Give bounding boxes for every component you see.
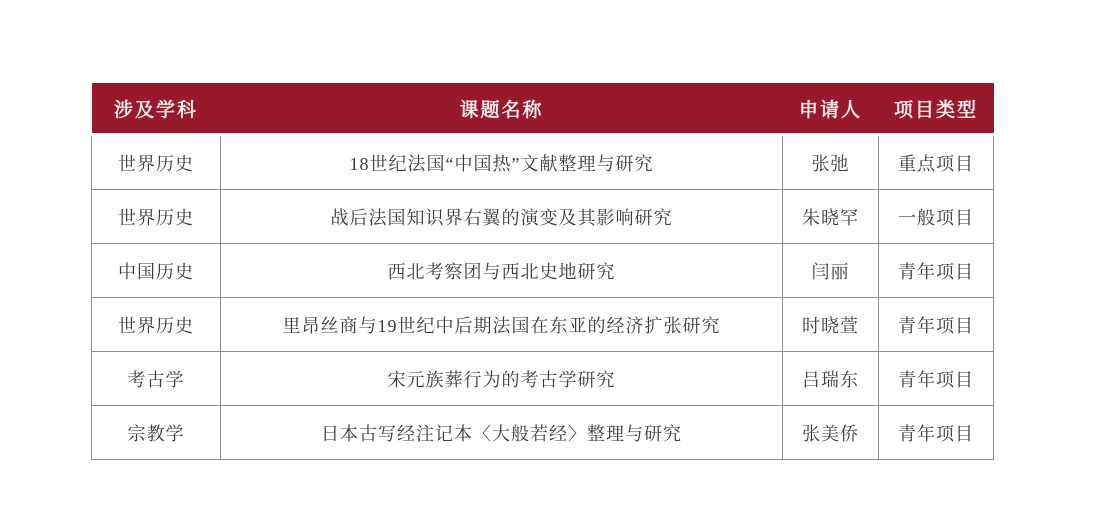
column-header-subject: 涉及学科 xyxy=(92,83,221,135)
table-row xyxy=(92,190,994,244)
table-row xyxy=(92,406,994,460)
research-projects-table xyxy=(91,83,994,460)
table-row xyxy=(92,352,994,406)
column-header-title: 课题名称 xyxy=(221,83,783,135)
cell-applicant: 朱晓罕 xyxy=(783,190,879,244)
cell-type: 青年项目 xyxy=(879,406,994,460)
cell-applicant: 时晓萱 xyxy=(783,298,879,352)
cell-applicant: 吕瑞东 xyxy=(783,352,879,406)
cell-applicant: 张弛 xyxy=(783,135,879,190)
cell-applicant: 闫丽 xyxy=(783,244,879,298)
cell-title: 里昂丝商与19世纪中后期法国在东亚的经济扩张研究 xyxy=(221,298,783,352)
cell-subject: 世界历史 xyxy=(92,298,221,352)
cell-title: 战后法国知识界右翼的演变及其影响研究 xyxy=(221,190,783,244)
projects-table xyxy=(91,83,993,460)
cell-title: 18世纪法国“中国热”文献整理与研究 xyxy=(221,135,783,190)
cell-title: 西北考察团与西北史地研究 xyxy=(221,244,783,298)
cell-subject: 世界历史 xyxy=(92,190,221,244)
cell-applicant: 张美侨 xyxy=(783,406,879,460)
cell-subject: 宗教学 xyxy=(92,406,221,460)
table-row xyxy=(92,135,994,190)
cell-type: 一般项目 xyxy=(879,190,994,244)
table-header-row xyxy=(92,83,994,135)
cell-subject: 考古学 xyxy=(92,352,221,406)
cell-subject: 中国历史 xyxy=(92,244,221,298)
column-header-type: 项目类型 xyxy=(879,83,994,135)
cell-type: 青年项目 xyxy=(879,244,994,298)
cell-title: 宋元族葬行为的考古学研究 xyxy=(221,352,783,406)
table-row xyxy=(92,298,994,352)
table-row xyxy=(92,244,994,298)
cell-title: 日本古写经注记本〈大般若经〉整理与研究 xyxy=(221,406,783,460)
column-header-applicant: 申请人 xyxy=(783,83,879,135)
cell-subject: 世界历史 xyxy=(92,135,221,190)
cell-type: 青年项目 xyxy=(879,352,994,406)
cell-type: 重点项目 xyxy=(879,135,994,190)
cell-type: 青年项目 xyxy=(879,298,994,352)
